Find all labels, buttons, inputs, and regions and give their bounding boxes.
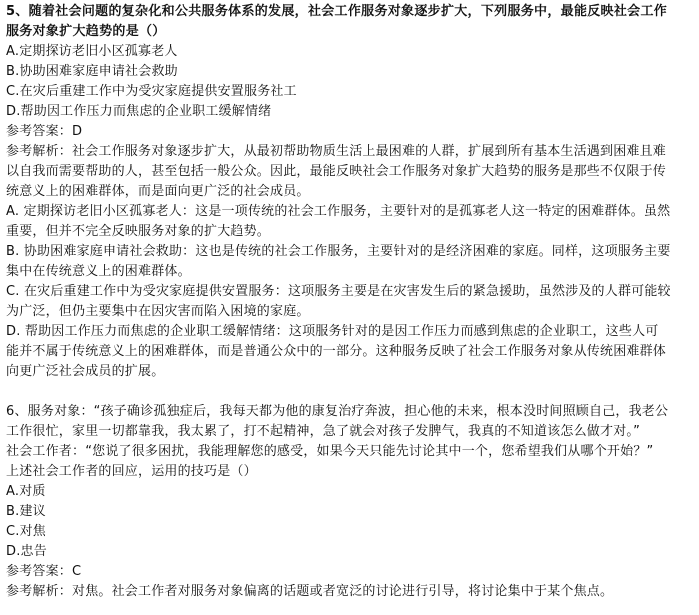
question-6-stem-line-1: 6、服务对象：“孩子确诊孤独症后，我每天都为他的康复治疗奔波，担心他的未来，根本没时间照顾自己，我老公 — [6, 404, 669, 419]
question-6-analysis-line-1: 参考解析：对焦。社会工作者对服务对象偏离的话题或者宽泛的讨论进行引导，将讨论集中于某个焦点。 — [6, 584, 614, 599]
question-6-option-b: B.建议 — [6, 504, 46, 519]
question-6-option-a: A.对质 — [6, 484, 46, 499]
question-5-analysis-line-8: C. 在灾后重建工作中为受灾家庭提供安置服务：这项服务主要是在灾害发生后的紧急援助，虽然涉及的人群可能较 — [6, 284, 671, 299]
question-5-analysis-line-12: 向更广泛社会成员的扩展。 — [6, 364, 165, 379]
question-5-option-c: C.在灾后重建工作中为受灾家庭提供安置服务社工 — [6, 84, 297, 99]
question-5-analysis-line-1: 参考解析：社会工作服务对象逐步扩大，从最初帮助物质生活上最困难的人群，扩展到所有基本生活遇到困难且难 — [6, 144, 667, 159]
question-6-option-c: C.对焦 — [6, 524, 47, 539]
question-5-analysis-line-4: A. 定期探访老旧小区孤寡老人：这是一项传统的社会工作服务，主要针对的是孤寡老人这一特定的困难群体。虽然 — [6, 204, 671, 219]
question-spacer — [6, 382, 694, 402]
question-6-answer: 参考答案：C — [6, 564, 82, 579]
question-5-analysis-line-6: B. 协助困难家庭申请社会救助：这也是传统的社会工作服务，主要针对的是经济困难的家庭。同样，这项服务主要 — [6, 244, 671, 259]
question-5-analysis-line-3: 统意义上的困难群体，而是面向更广泛的社会成员。 — [6, 184, 310, 199]
question-5-analysis-line-10: D. 帮助因工作压力而焦虑的企业职工缓解情绪：这项服务针对的是因工作压力而感到焦虑的企业职工，这些人可 — [6, 324, 659, 339]
question-5-analysis-line-11: 能并不属于传统意义上的困难群体，而是普通公众中的一部分。这种服务反映了社会工作服务对象从传统困难群体 — [6, 344, 667, 359]
question-5-analysis-line-7: 集中在传统意义上的困难群体。 — [6, 264, 191, 279]
question-5 — [6, 2, 694, 382]
question-5-analysis-line-5: 重要，但并不完全反映服务对象的扩大趋势。 — [6, 224, 271, 239]
question-5-option-d: D.帮助因工作压力而焦虑的企业职工缓解情绪 — [6, 104, 272, 119]
question-6-stem-line-3: 社会工作者：“您说了很多困扰，我能理解您的感受，如果今天只能先讨论其中一个，您希望我们从哪个开始？” — [6, 444, 654, 459]
question-6-stem-line-2: 工作很忙，家里一切都靠我，我太累了，打不起精神，急了就会对孩子发脾气，我真的不知道该怎么做才对。” — [6, 424, 641, 439]
question-5-stem-line-1: 5、随着社会问题的复杂化和公共服务体系的发展，社会工作服务对象逐步扩大，下列服务中，最能反映社会工作 — [6, 4, 668, 19]
question-5-option-a: A.定期探访老旧小区孤寡老人 — [6, 44, 178, 59]
question-5-stem-line-2: 服务对象扩大趋势的是（） — [6, 24, 166, 39]
question-5-option-b: B.协助困难家庭申请社会救助 — [6, 64, 178, 79]
question-5-answer: 参考答案：D — [6, 124, 83, 139]
question-6-option-d: D.忠告 — [6, 544, 47, 559]
question-6 — [6, 402, 694, 602]
question-6-stem-line-4: 上述社会工作者的回应，运用的技巧是（） — [6, 464, 257, 479]
question-5-analysis-line-9: 为广泛，但仍主要集中在因灾害而陷入困境的家庭。 — [6, 304, 310, 319]
question-5-analysis-line-2: 以自我而需要帮助的人，甚至包括一般公众。因此，最能反映社会工作服务对象扩大趋势的服务是那些不仅限于传 — [6, 164, 667, 179]
document-page — [6, 2, 694, 602]
